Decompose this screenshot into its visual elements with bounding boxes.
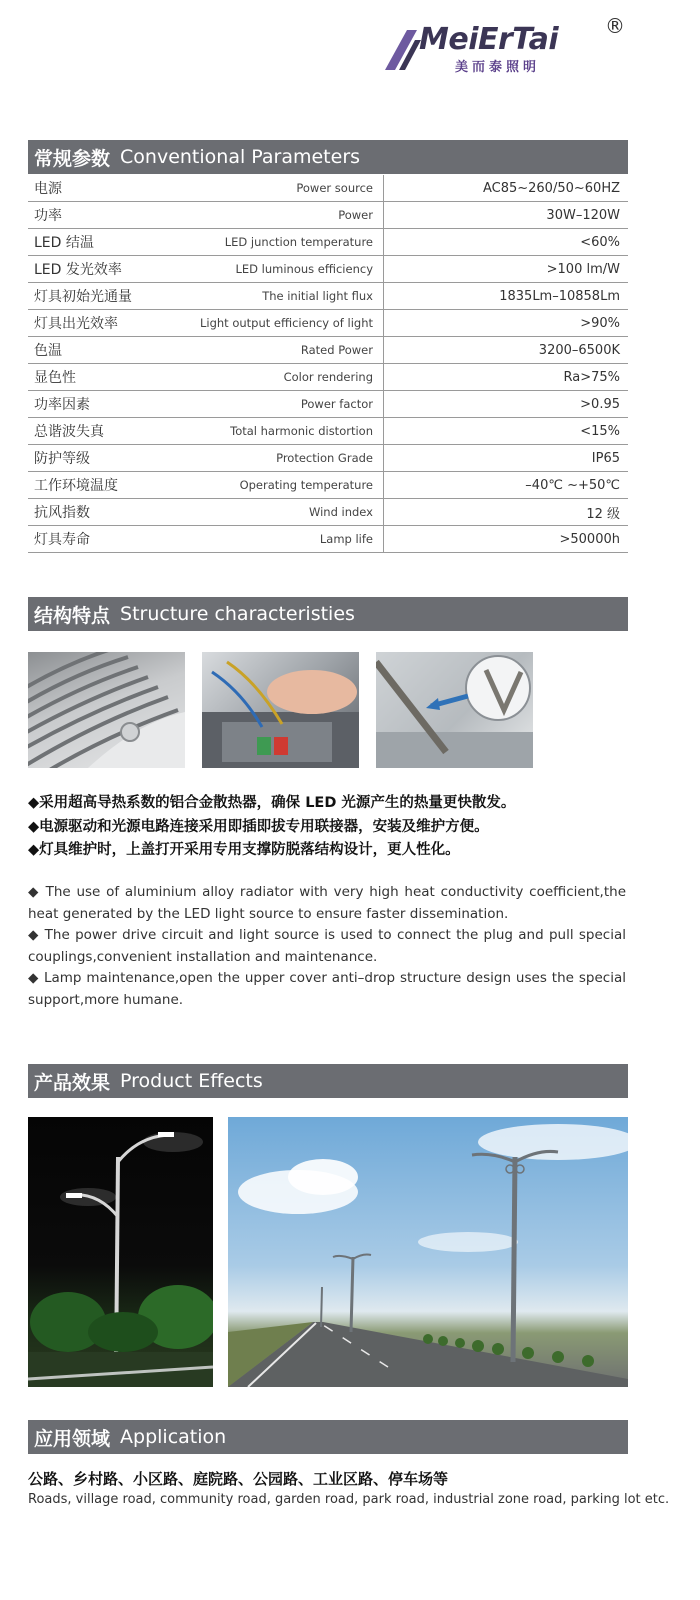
param-name-en: Wind index bbox=[189, 499, 384, 526]
param-value: <60% bbox=[384, 229, 629, 256]
param-name-en: Power source bbox=[189, 175, 384, 202]
param-row bbox=[28, 337, 628, 364]
param-row bbox=[28, 526, 628, 553]
section-title-zh: 产品效果 bbox=[34, 1071, 111, 1094]
param-value: AC85~260/50~60HZ bbox=[384, 175, 629, 202]
param-name-en: Rated Power bbox=[189, 337, 384, 364]
param-row bbox=[28, 391, 628, 418]
param-name-en: Lamp life bbox=[189, 526, 384, 553]
param-row bbox=[28, 472, 628, 499]
param-value: >90% bbox=[384, 310, 629, 337]
param-name-en: LED junction temperature bbox=[189, 229, 384, 256]
param-name-zh: 工作环境温度 bbox=[28, 472, 189, 499]
param-name-zh: LED 发光效率 bbox=[28, 256, 189, 283]
param-row bbox=[28, 418, 628, 445]
section-title-en: Conventional Parameters bbox=[120, 146, 361, 168]
param-value: 1835Lm–10858Lm bbox=[384, 283, 629, 310]
param-value: –40℃ ~+50℃ bbox=[384, 472, 629, 499]
bullet-en: ◆ The use of aluminium alloy radiator with very high heat conductivity coefficient,the heat generated by the LED light source to ensure faster dissemination. bbox=[28, 884, 626, 922]
bullet-zh: ◆电源驱动和光源电路连接采用即插即拔专用联接器，安装及维护方便。 bbox=[28, 818, 489, 835]
param-name-zh: 色温 bbox=[28, 337, 189, 364]
param-value: >50000h bbox=[384, 526, 629, 553]
param-row bbox=[28, 202, 628, 229]
param-row bbox=[28, 256, 628, 283]
param-row bbox=[28, 310, 628, 337]
param-row bbox=[28, 283, 628, 310]
param-row bbox=[28, 364, 628, 391]
section-title-zh: 应用领域 bbox=[34, 1427, 111, 1450]
section-title-en: Structure characteristies bbox=[120, 603, 355, 625]
param-name-en: Total harmonic distortion bbox=[189, 418, 384, 445]
param-name-zh: 灯具出光效率 bbox=[28, 310, 189, 337]
param-name-en: Color rendering bbox=[189, 364, 384, 391]
section-title-zh: 结构特点 bbox=[34, 604, 111, 627]
param-name-zh: 功率 bbox=[28, 202, 189, 229]
param-name-en: Power factor bbox=[189, 391, 384, 418]
photo-connector bbox=[202, 652, 359, 768]
param-value: <15% bbox=[384, 418, 629, 445]
registered-mark: ® bbox=[605, 14, 625, 38]
structure-bullets-en bbox=[28, 882, 626, 1011]
logo-subtitle: 美而泰照明 bbox=[455, 60, 541, 75]
section-title-en: Application bbox=[120, 1426, 227, 1448]
bullet-zh: ◆灯具维护时，上盖打开采用专用支撑防脱落结构设计，更人性化。 bbox=[28, 842, 460, 858]
param-value: 3200–6500K bbox=[384, 337, 629, 364]
param-row bbox=[28, 499, 628, 526]
param-name-en: Protection Grade bbox=[189, 445, 384, 472]
param-name-en: LED luminous efficiency bbox=[189, 256, 384, 283]
section-header-application bbox=[28, 1420, 628, 1454]
brand-logo bbox=[385, 14, 635, 74]
param-row bbox=[28, 229, 628, 256]
param-name-zh: 抗风指数 bbox=[28, 499, 189, 526]
application-text-zh: 公路、乡村路、小区路、庭院路、公园路、工业区路、停车场等 bbox=[28, 1470, 449, 1488]
param-name-zh: 功率因素 bbox=[28, 391, 189, 418]
photo-night-streetlight bbox=[28, 1117, 213, 1387]
param-name-en: Operating temperature bbox=[189, 472, 384, 499]
section-title-en: Product Effects bbox=[120, 1070, 263, 1092]
param-value: Ra>75% bbox=[384, 364, 629, 391]
param-name-en: Power bbox=[189, 202, 384, 229]
bullet-en: ◆ Lamp maintenance,open the upper cover anti–drop structure design uses the special support,more humane. bbox=[28, 970, 626, 1008]
param-value: 30W–120W bbox=[384, 202, 629, 229]
section-header-structure bbox=[28, 597, 628, 631]
logo-text: MeiErTai bbox=[419, 22, 559, 57]
param-value: >100 lm/W bbox=[384, 256, 629, 283]
param-name-zh: 电源 bbox=[28, 175, 189, 202]
section-header-params bbox=[28, 140, 628, 174]
structure-bullets-zh bbox=[28, 792, 628, 863]
photo-day-road bbox=[228, 1117, 628, 1387]
param-name-zh: 灯具初始光通量 bbox=[28, 283, 189, 310]
application-text-en: Roads, village road, community road, garden road, park road, industrial zone road, parking lot etc. bbox=[28, 1492, 670, 1507]
param-name-en: The initial light flux bbox=[189, 283, 384, 310]
param-value: IP65 bbox=[384, 445, 629, 472]
param-name-zh: LED 结温 bbox=[28, 229, 189, 256]
param-value: 12 级 bbox=[384, 499, 629, 526]
bullet-zh: ◆采用超高导热系数的铝合金散热器，确保 LED 光源产生的热量更快散发。 bbox=[28, 795, 516, 811]
photo-heatsink bbox=[28, 652, 185, 768]
section-title-zh: 常规参数 bbox=[34, 147, 111, 170]
param-name-zh: 显色性 bbox=[28, 364, 189, 391]
param-name-zh: 灯具寿命 bbox=[28, 526, 189, 553]
section-header-effects bbox=[28, 1064, 628, 1098]
params-table bbox=[28, 175, 628, 553]
param-value: >0.95 bbox=[384, 391, 629, 418]
param-name-en: Light output efficiency of light bbox=[189, 310, 384, 337]
param-name-zh: 总谐波失真 bbox=[28, 418, 189, 445]
photo-support-arm bbox=[376, 652, 533, 768]
param-name-zh: 防护等级 bbox=[28, 445, 189, 472]
bullet-en: ◆ The power drive circuit and light source is used to connect the plug and pull special couplings,convenient installation and maintenance. bbox=[28, 927, 626, 965]
param-row bbox=[28, 445, 628, 472]
param-row bbox=[28, 175, 628, 202]
